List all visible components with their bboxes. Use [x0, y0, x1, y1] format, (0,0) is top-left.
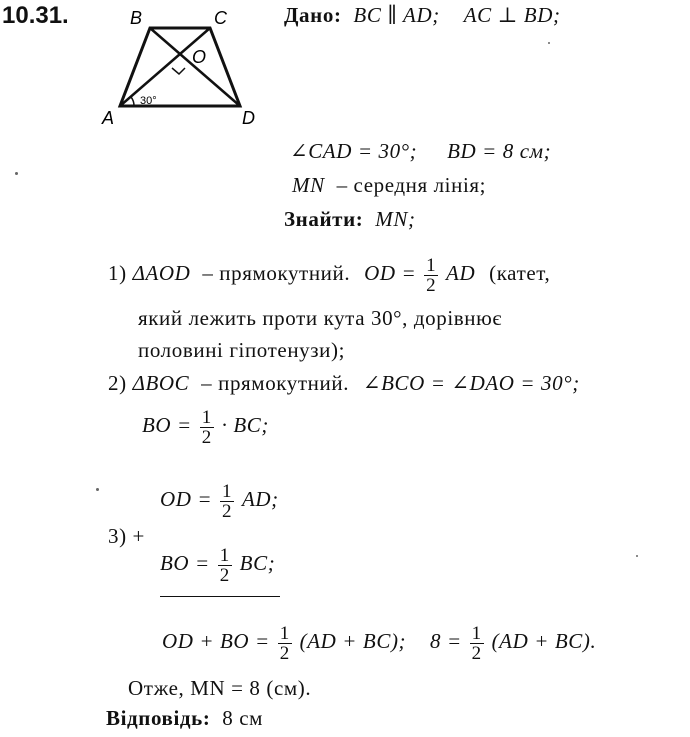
conclusion: Отже, MN = 8 (см). — [128, 676, 312, 700]
step-2-number: 2) — [108, 371, 127, 395]
given-line — [284, 3, 561, 28]
step-1-line-3: половині гіпотенузи); — [138, 338, 346, 362]
fraction-numerator: 1 — [201, 406, 212, 428]
scan-speck — [636, 555, 638, 557]
problem-number: 10.31. — [2, 2, 69, 29]
step-1-triangle: ΔAOD — [132, 261, 191, 285]
find-label: Знайти: — [284, 207, 364, 231]
fraction-denominator: 2 — [426, 274, 437, 296]
given-values — [290, 139, 551, 164]
scan-speck — [96, 488, 99, 491]
find-value: MN; — [375, 207, 416, 231]
point-label-o: O — [192, 47, 207, 67]
fraction-numerator: 1 — [426, 254, 437, 276]
given-midline — [292, 173, 486, 198]
given-angle: ∠CAD = 30°; — [290, 139, 418, 163]
fraction-denominator: 2 — [201, 426, 212, 448]
trapezoid-figure — [100, 0, 270, 130]
step-2-angles: ∠BCO = ∠DAO = 30°; — [362, 371, 580, 395]
fraction-numerator: 1 — [219, 544, 230, 566]
step-3-eq-2 — [160, 538, 275, 588]
midline-text: – середня лінія; — [336, 173, 487, 197]
step-2-rhs: · BC; — [221, 413, 269, 437]
step-3-sum-lhs: OD + BO = — [162, 629, 270, 653]
fraction-denominator: 2 — [219, 564, 230, 586]
vertex-label-a: A — [102, 108, 115, 128]
step-3-eq-1-rhs: AD; — [241, 487, 279, 511]
step-3-sum — [162, 616, 596, 666]
trapezoid-outline — [120, 28, 240, 106]
step-3-eq-1-fraction — [220, 482, 234, 521]
step-3-sum-fraction — [278, 624, 292, 663]
angle-label: 30° — [140, 95, 157, 107]
sum-rule-line — [160, 596, 280, 597]
step-1-lhs: OD = — [364, 261, 417, 285]
fraction-numerator: 1 — [222, 480, 233, 502]
given-condition-parallel: BC ∥ AD; — [353, 3, 440, 27]
midline-var: MN — [292, 173, 325, 197]
vertex-label-d: D — [242, 108, 255, 128]
given-condition-perpendicular: AC ⊥ BD; — [463, 3, 561, 27]
fraction-denominator: 2 — [222, 500, 233, 522]
step-1-line-1 — [108, 248, 550, 298]
step-3-sum-rhs: (AD + BC); — [299, 629, 407, 653]
fraction-numerator: 1 — [279, 622, 290, 644]
step-2-line-2 — [142, 400, 269, 450]
step-1-rhs: AD — [446, 261, 476, 285]
answer-line — [106, 706, 263, 731]
answer-value: 8 см — [222, 706, 264, 730]
step-1-line-2: який лежить проти кута 30°, дорівнює — [138, 306, 503, 330]
step-2-triangle: ΔBOC — [132, 371, 190, 395]
step-3-number: 3) + — [108, 524, 145, 548]
step-1-tail: (катет, — [489, 261, 551, 285]
step-3-sum2-rhs: (AD + BC). — [491, 629, 597, 653]
step-1-dash: – прямокутний. — [202, 261, 351, 285]
right-angle-mark — [172, 68, 185, 74]
step-3-eq-1 — [160, 474, 279, 524]
vertex-label-c: C — [214, 8, 227, 28]
vertex-label-b: B — [130, 8, 143, 28]
answer-label: Відповідь: — [106, 706, 211, 730]
scan-speck — [548, 42, 550, 44]
step-2-fraction — [200, 408, 214, 447]
fraction-denominator: 2 — [471, 642, 482, 664]
step-2-line-1 — [108, 371, 580, 396]
fraction-denominator: 2 — [279, 642, 290, 664]
find-line — [284, 207, 416, 232]
given-label: Дано: — [284, 3, 342, 27]
step-3-eq-2-fraction — [218, 546, 232, 585]
given-bd: BD = 8 см; — [447, 139, 552, 163]
step-2-dash: – прямокутний. — [201, 371, 350, 395]
step-3-eq-2-rhs: BC; — [239, 551, 276, 575]
step-3-eq-2-lhs: BO = — [160, 551, 210, 575]
step-1-fraction — [424, 256, 438, 295]
step-1-number: 1) — [108, 261, 127, 285]
step-3-sum2-fraction — [470, 624, 484, 663]
step-2-lhs: BO = — [142, 413, 192, 437]
step-3-sum2-lhs: 8 = — [430, 629, 462, 653]
step-3-eq-1-lhs: OD = — [160, 487, 213, 511]
fraction-numerator: 1 — [471, 622, 482, 644]
scan-speck — [15, 172, 18, 175]
